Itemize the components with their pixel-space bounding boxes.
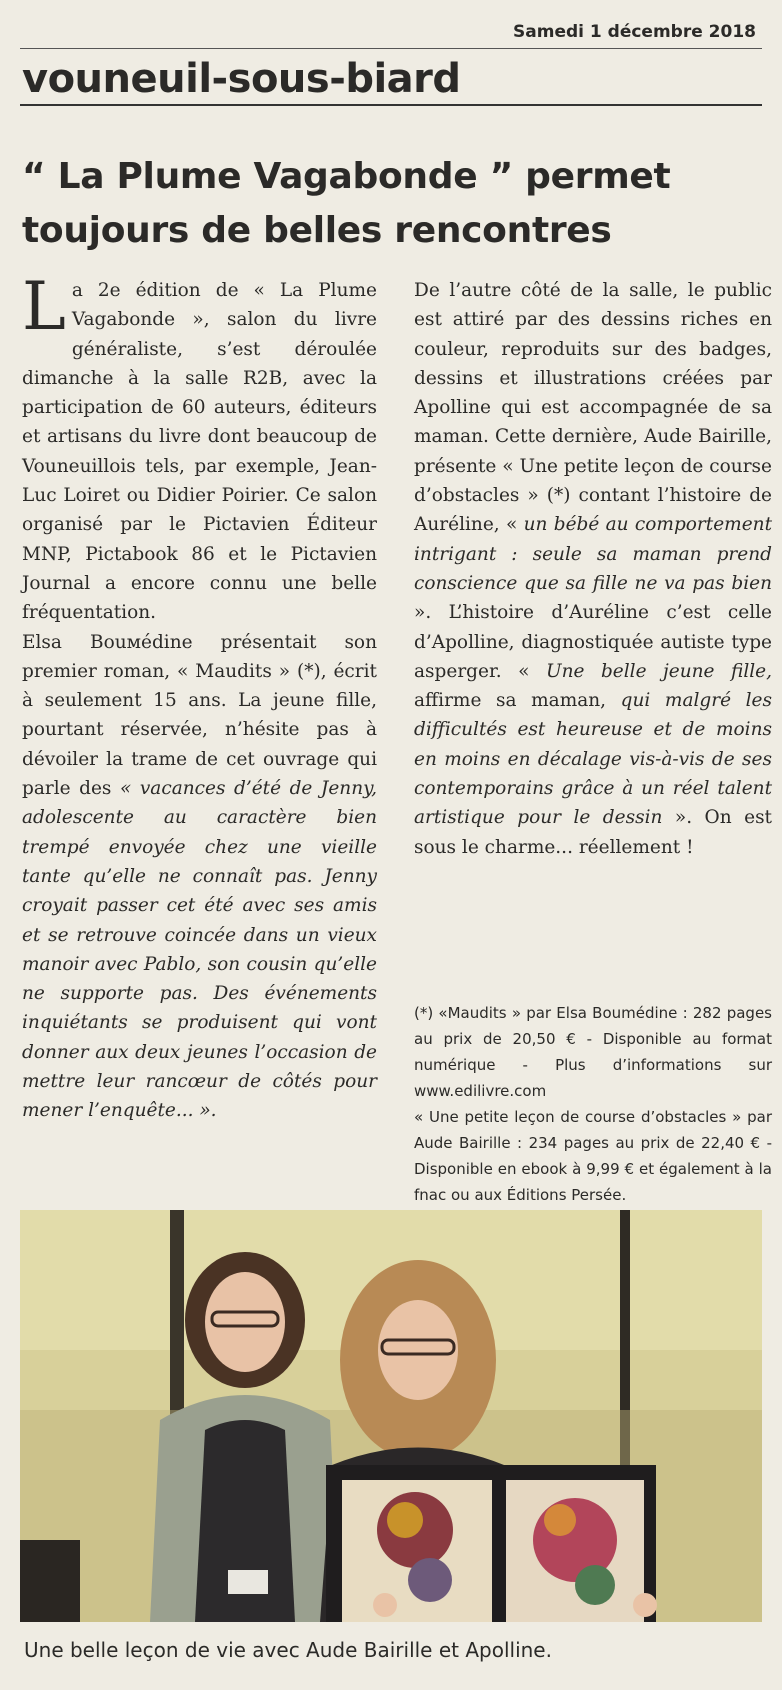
top-rule	[20, 48, 762, 49]
footnote-2: « Une petite leçon de course d’obstacles » par Aude Bairille : 234 pages au prix de 22,40 € - Disponible en ebook à 9,99 € et également à la fnac ou aux Éditions Persée.	[414, 1108, 772, 1204]
article-column-2	[414, 276, 772, 862]
footnotes	[414, 1000, 772, 1208]
headline-line-2: toujours de belles rencontres	[22, 210, 612, 251]
paragraph-3-text-c: affirme sa maman,	[414, 690, 607, 712]
mother-quote-2: qui malgré les difficultés est heureuse et de moins en moins en décalage vis-à-vis de ses contemporains grâce à un réel talent artistique pour le dessin	[414, 690, 772, 829]
novel-synopsis-quote: « vacances d’été de Jenny, adolescente au caractère bien trempé envoyée chez une vieille tante qu’elle ne connaît pas. Jenny croyait passer cet été avec ses amis et se retrouve coincée dans un vieux manoir avec Pablo, son cousin qu’elle ne supporte pas. Des événements inquiétants se produisent qui vont donner aux deux jeunes l’occasion de mettre leur rancœur de côtés pour mener l’enquête... ».	[22, 778, 377, 1122]
paragraph-3-text-b: ». L’histoire d’Auréline c’est celle d’Apolline, diagnostiquée autiste type asperger. «	[414, 602, 772, 682]
paragraph-2-text: Elsa Bouмédine présentait son premier roman, « Maudits » (*), écrit à seulement 15 ans. La jeune fille, pourtant réservée, n’hésite pas à dévoiler la trame de cet ouvrage qui parle des	[22, 631, 377, 800]
book-quote-1: un bébé au comportement intrigant : seule sa maman prend conscience que sa fille ne va pas bien	[414, 514, 772, 594]
publication-date: Samedi 1 décembre 2018	[513, 22, 756, 42]
article-photo	[20, 1210, 762, 1622]
mother-quote-1: Une belle jeune fille,	[545, 660, 772, 682]
photo-caption: Une belle leçon de vie avec Aude Bairille et Apolline.	[24, 1638, 552, 1662]
paragraph-2	[22, 628, 377, 1126]
photo-illustration	[20, 1210, 762, 1622]
paragraph-1-text: a 2e édition de « La Plume Vagabonde », salon du livre généraliste, s’est déroulée dimanche à la salle R2B, avec la participation de 60 auteurs, éditeurs et artisans du livre dont beaucoup de Vouneuillois tels, par exemple, Jean-Luc Loiret ou Didier Poirier. Ce salon organisé par le Pictavien Éditeur MNP, Pictabook 86 et le Pictavien Journal a encore connu une belle fréquentation.	[22, 280, 377, 624]
paragraph-3-text-d: ». On est sous le charme... réellement !	[414, 807, 772, 858]
section-title: vouneuil-sous-biard	[22, 56, 461, 102]
footnote-1: (*) «Maudits » par Elsa Boumédine : 282 pages au prix de 20,50 € - Disponible au format numérique - Plus d’informations sur www.edilivre.com	[414, 1004, 772, 1100]
article-headline	[22, 150, 762, 258]
article-column-1	[22, 268, 377, 1126]
paragraph-1	[22, 268, 377, 628]
paragraph-3	[414, 276, 772, 862]
drop-cap: L	[22, 268, 66, 345]
section-rule	[20, 104, 762, 106]
paragraph-3-text-a: De l’autre côté de la salle, le public est attiré par des dessins riches en couleur, reproduits sur des badges, dessins et illustrations créées par Apolline qui est accompagnée de sa maman. Cette dernière, Aude Bairille, présente « Une petite leçon de course d’obstacles » (*) contant l’histoire de Auréline, «	[414, 280, 772, 536]
headline-line-1: “ La Plume Vagabonde ” permet	[22, 156, 671, 197]
